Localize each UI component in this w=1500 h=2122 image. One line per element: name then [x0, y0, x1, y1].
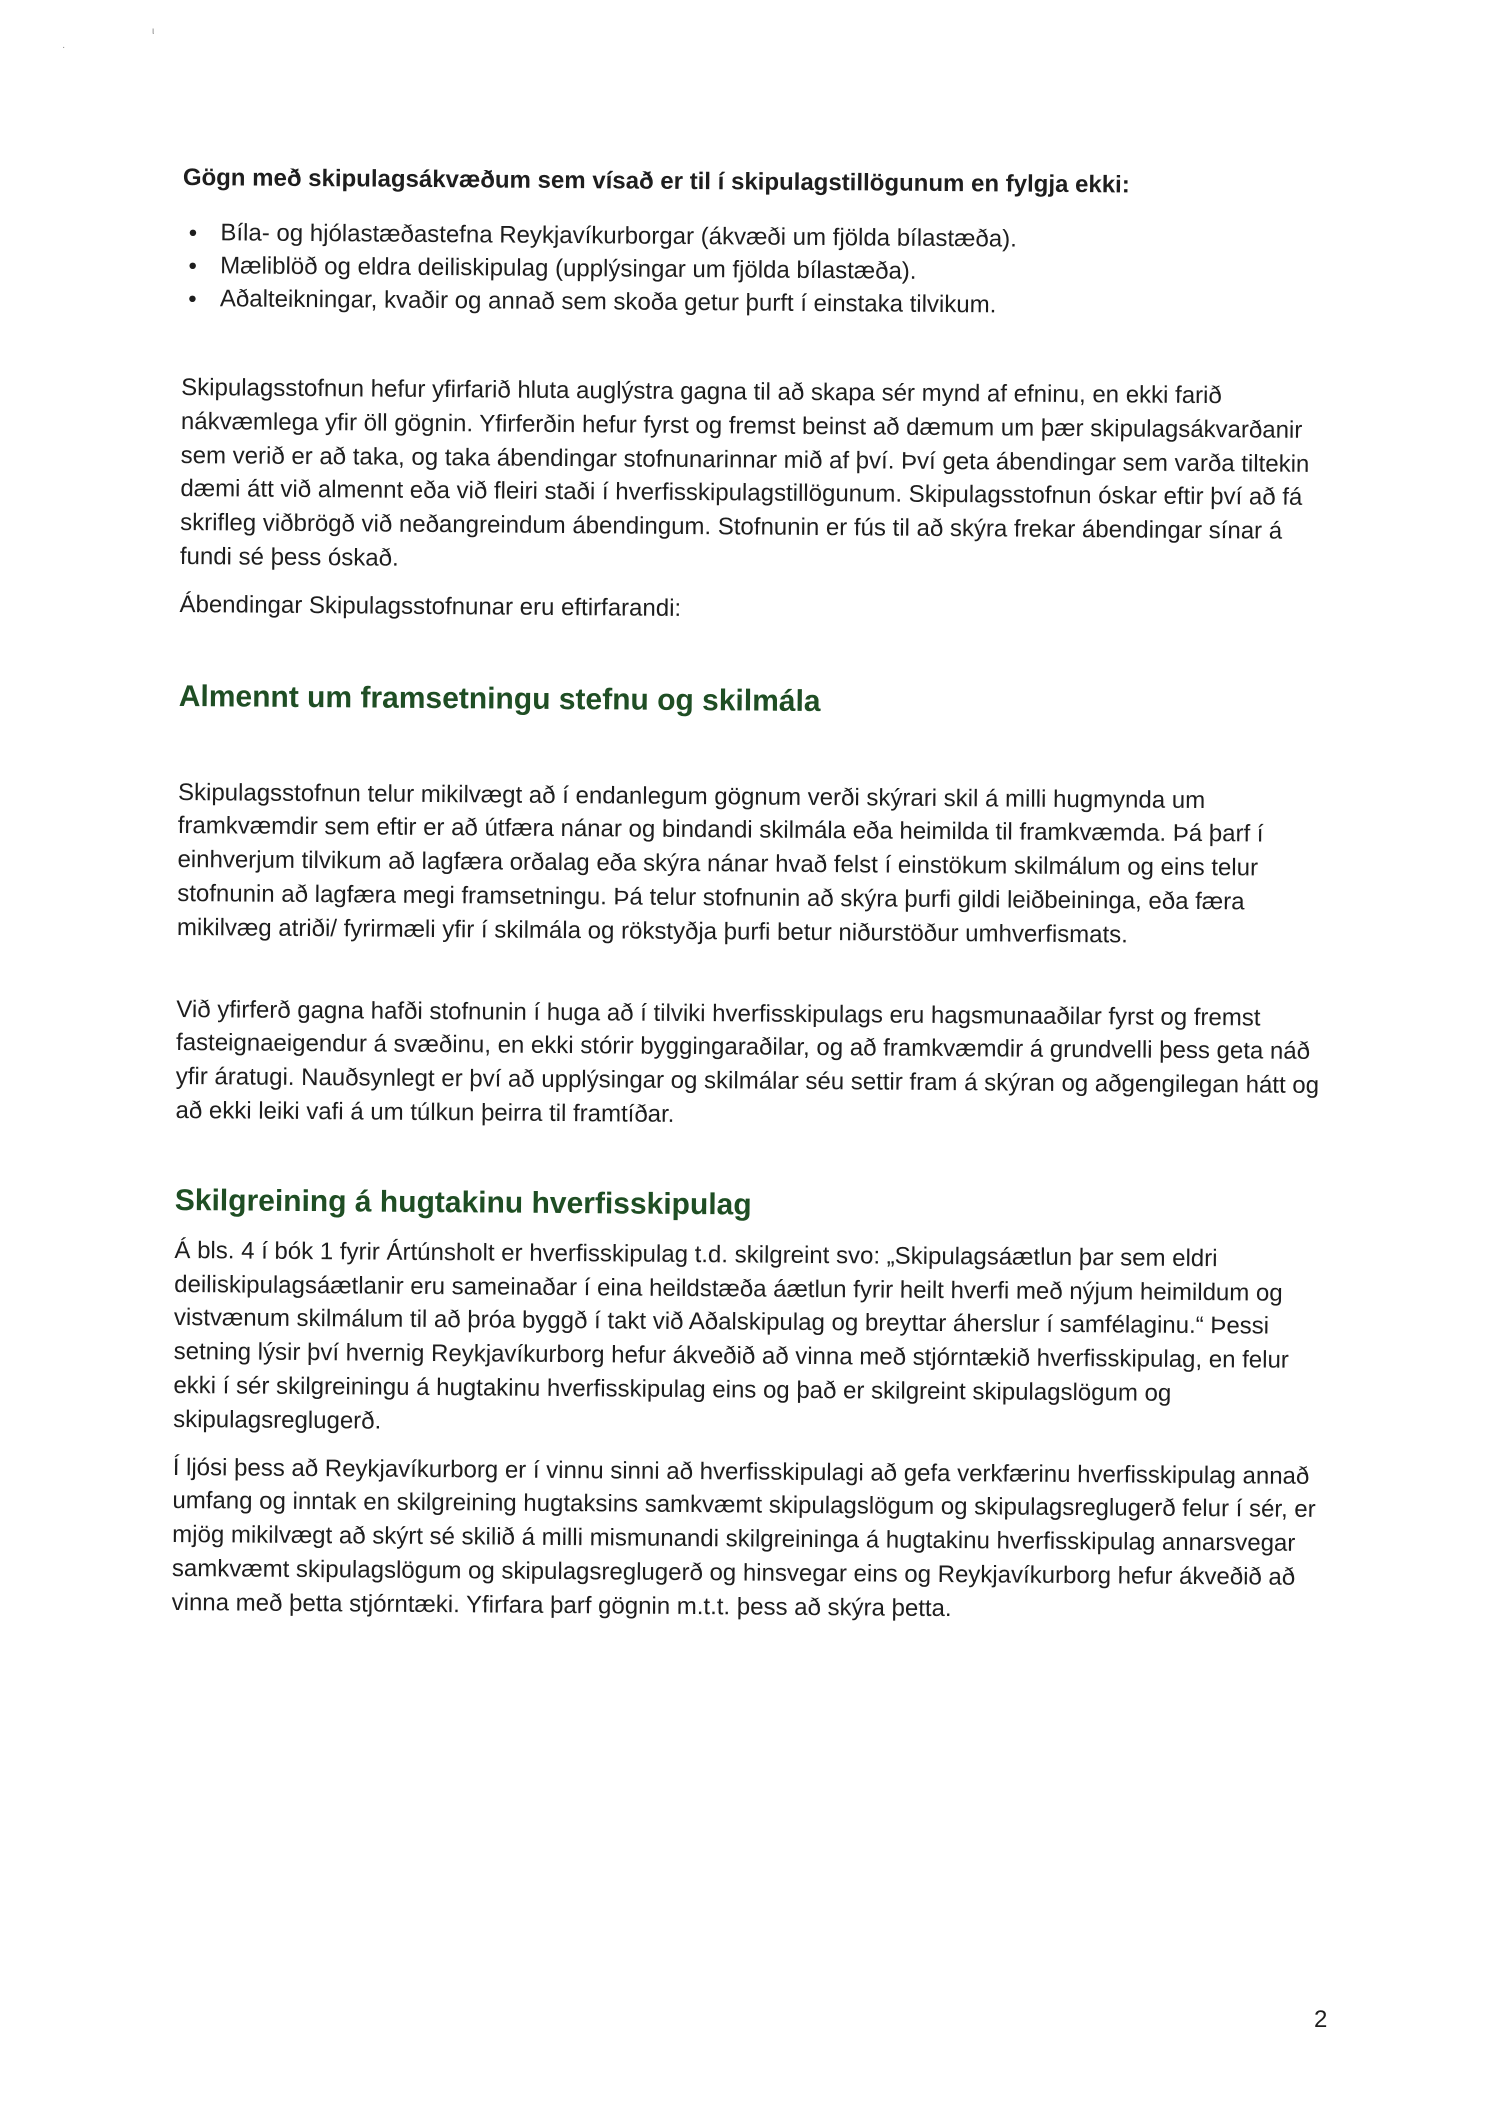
scan-speck: · [62, 42, 66, 53]
paragraph-presentation: Skipulagsstofnun telur mikilvægt að í endanlegum gögnum verði skýrari skil á milli hugmynda um framkvæmdir sem eftir er að útfæra nánar og bindandi skilmála eða heimilda til framkvæmda. Þá þarf í einhverjum tilvikum að lagfæra orðalag eða skýra nánar hvað felst í einstökum skilmálum og eins telur stofnunin að lagfæra megi framsetningu. Þá telur stofnunin að skýra þurfi gildi leiðbeininga, eða færa mikilvæg atriði/ fyrirmæli yfir í skilmála og rökstyðja þurfi betur niðurstöður umhverfismats. [176, 778, 1264, 949]
page-content [172, 162, 1333, 1629]
page-number: 2 [1314, 2006, 1328, 2033]
section-heading-skilgreining: Skilgreining á hugtakinu hverfisskipulag [174, 1183, 752, 1222]
intro-heading: Gögn með skipulagsákvæðum sem vísað er til í skipulagstillögunum en fylgja ekki: [182, 163, 1130, 199]
list-item: ● Aðalteikningar, kvaðir og annað sem skoða getur þurft í einstaka tilvikum. [182, 282, 1332, 324]
paragraph-review-scope: Skipulagsstofnun hefur yfirfarið hluta auglýstra gagna til að skapa sér mynd af efninu, en ekki farið nákvæmlega yfir öll gögnin. Yfirferðin hefur fyrst og fremst beinst að dæmum um þær skipulagsákvarðanir sem verið er að taka, og taka ábendingar stofnunarinnar mið af því. Því geta ábendingar sem varða tiltekin dæmi átt við almennt eða við fleiri staði í hverfisskipulagstillögunum. Skipulagsstofnun óskar eftir því að fá skrifleg viðbrögð við neðangreindum ábendingum. Stofnunin er fús til að skýra frekar ábendingar sínar á fundi sé þess óskað. [179, 373, 1310, 572]
scan-speck: ι [152, 26, 155, 37]
paragraph-clarification: Í ljósi þess að Reykjavíkurborg er í vinnu sinni að hverfisskipulagi að gefa verkfærinu hverfisskipulag annað umfang og inntak en skilgreining hugtaksins samkvæmt skipulagslögum og skipulagsreglugerð felur í sér, er mjög mikilvægt að skýrt sé skilið á milli mismunandi skilgreininga á hugtakinu hverfisskipulag annarsvegar samkvæmt skipulagslögum og skipulagsreglugerð og hinsvegar eins og Reykjavíkurborg hefur ákveðið að vinna með þetta stjórntæki. Yfirfara þarf gögnin m.t.t. þess að skýra þetta. [171, 1453, 1316, 1622]
paragraph-remarks-intro: Ábendingar Skipulagsstofnunar eru eftirfarandi: [179, 590, 682, 622]
documents-list [182, 216, 1333, 324]
paragraph-definition: Á bls. 4 í bók 1 fyrir Ártúnsholt er hverfisskipulag t.d. skilgreint svo: „Skipulagsáætlun þar sem eldri deiliskipulagsáætlanir eru sameinaðar í eina heildstæða áætlun fyrir heilt hverfi með nýjum heimildum og vistvænum skilmálum til að þróa byggð í takt við Aðalskipulag og breyttar áherslur í samfélaginu.“ Þessi setning lýsir því hvernig Reykjavíkurborg hefur ákveðið að vinna með stjórntækið hverfisskipulag, en felur ekki í sér skilgreiningu á hugtakinu hverfisskipulag eins og það er skilgreint skipulagslögum og skipulagsreglugerð. [173, 1236, 1289, 1435]
paragraph-stakeholders: Við yfirferð gagna hafði stofnunin í huga að í tilviki hverfisskipulags eru hagsmunaaðilar fyrst og fremst fasteignaeigendur á svæðinu, en ekki stórir byggingaraðilar, og að framkvæmdir á grundvelli þess geta náð yfir áratugi. Nauðsynlegt er því að upplýsingar og skilmálar séu settir fram á skýran og aðgengilegan hátt og að ekki leiki vafi á um túlkun þeirra til framtíðar. [175, 995, 1320, 1128]
section-heading-almennt: Almennt um framsetningu stefnu og skilmála [178, 679, 821, 718]
list-item: ● Bíla- og hjólastæðastefna Reykjavíkurborgar (ákvæði um fjölda bílastæða). [182, 216, 1332, 258]
list-item: ● Mæliblöð og eldra deiliskipulag (upplýsingar um fjölda bílastæða). [182, 249, 1332, 291]
